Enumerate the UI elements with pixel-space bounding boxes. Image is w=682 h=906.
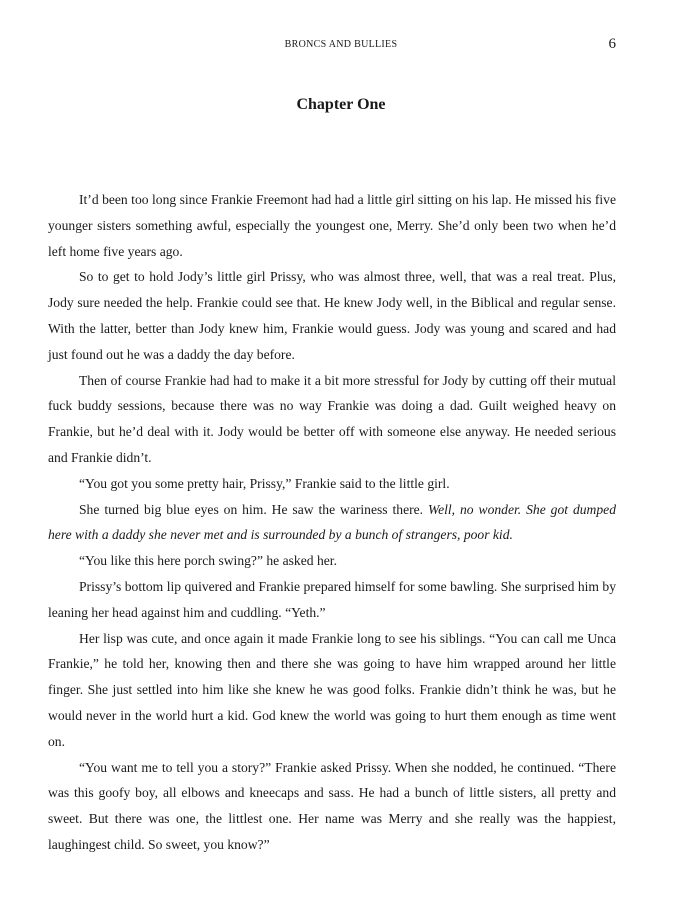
chapter-title: Chapter One	[296, 96, 386, 113]
paragraph-text: “You got you some pretty hair, Prissy,” Frankie said to the little girl.	[79, 475, 450, 491]
paragraph-text: She turned big blue eyes on him. He saw the wariness there.	[79, 501, 429, 517]
paragraph-italic-thought: Well, no wonder. She got dumped here with a daddy she never met and is surrounded by a bunch of strangers, poor kid.	[48, 501, 616, 543]
paragraph	[48, 626, 616, 755]
paragraph	[48, 497, 616, 549]
paragraph-text: Then of course Frankie had had to make it a bit more stressful for Jody by cutting off their mutual fuck buddy sessions, because there was no way Frankie was doing a dad. Guilt weighed heavy on Frankie, but he’d deal with it. Jody would be better off with someone else anyway. He needed serious and Frankie didn’t.	[48, 372, 616, 465]
paragraph	[48, 548, 616, 574]
chapter-body	[48, 187, 616, 858]
running-head-title: BRONCS AND BULLIES	[284, 39, 398, 50]
paragraph	[48, 574, 616, 626]
paragraph	[48, 264, 616, 367]
paragraph	[48, 471, 616, 497]
paragraph-text: Prissy’s bottom lip quivered and Frankie prepared himself for some bawling. She surprised him by leaning her head against him and cuddling. “Yeth.”	[48, 578, 616, 620]
paragraph-text: “You like this here porch swing?” he asked her.	[79, 553, 337, 569]
paragraph	[48, 368, 616, 471]
paragraph-text: Her lisp was cute, and once again it made Frankie long to see his siblings. “You can call me Unca Frankie,” he told her, knowing then and there she was going to have him wrapped around her little finger. She just settled into him like she knew he was good folks. Frankie didn’t think he was, but he would never in the world hurt a kid. God knew the world was going to hurt them enough as time went on.	[48, 630, 616, 749]
page-number: 6	[608, 36, 616, 52]
paragraph	[48, 187, 616, 264]
paragraph-text: “You want me to tell you a story?” Frankie asked Prissy. When she nodded, he continued. “There was this goofy boy, all elbows and kneecaps and sass. He had a bunch of little sisters, all pretty and sweet. But there was one, the littlest one. Her name was Merry and she really was the happiest, laughingest child. So sweet, you know?”	[48, 759, 616, 852]
paragraph-text: It’d been too long since Frankie Freemont had had a little girl sitting on his lap. He missed his five younger sisters something awful, especially the youngest one, Merry. She’d only been two when he’d left home five years ago.	[48, 192, 616, 259]
paragraph-text: So to get to hold Jody’s little girl Prissy, who was almost three, well, that was a real treat. Plus, Jody sure needed the help. Frankie could see that. He knew Jody well, in the Biblical and regular sense. With the latter, better than Jody knew him, Frankie would guess. Jody was young and scared and had just found out he was a daddy the day before.	[48, 269, 616, 362]
paragraph	[48, 755, 616, 858]
